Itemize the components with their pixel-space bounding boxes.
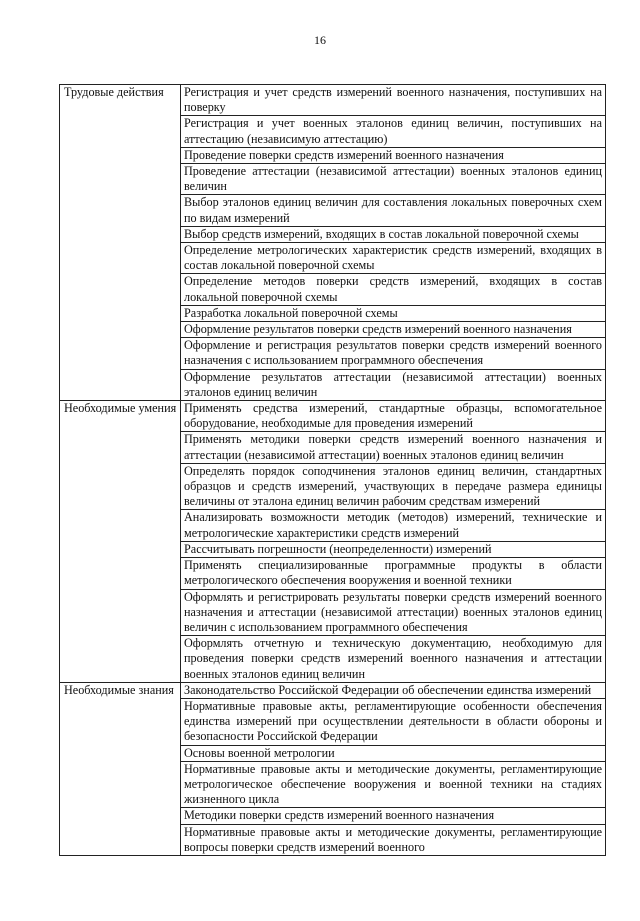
- item-cell: Основы военной метрологии: [181, 745, 606, 761]
- table-row: [60, 401, 606, 432]
- item-cell: Оформление и регистрация результатов поверки средств измерений военного назначения с использованием программного обеспечения: [181, 338, 606, 369]
- item-cell: Разработка локальной поверочной схемы: [181, 305, 606, 321]
- item-cell: Оформление результатов поверки средств измерений военного назначения: [181, 322, 606, 338]
- item-cell: Законодательство Российской Федерации об обеспечении единства измерений: [181, 682, 606, 698]
- item-cell: Нормативные правовые акты, регламентирующие особенности обеспечения единства измерений при осуществлении деятельности в области обороны и безопасности Российской Федерации: [181, 698, 606, 745]
- item-cell: Применять средства измерений, стандартные образцы, вспомогательное оборудование, необходимые для проведения измерений: [181, 401, 606, 432]
- item-cell: Анализировать возможности методик (методов) измерений, технические и метрологические характеристики средств измерений: [181, 510, 606, 541]
- item-cell: Выбор средств измерений, входящих в состав локальной поверочной схемы: [181, 226, 606, 242]
- category-cell: Необходимые знания: [60, 682, 181, 855]
- competency-table: [59, 84, 606, 856]
- item-cell: Применять методики поверки средств измерений военного назначения и аттестации (независимой аттестации) военных эталонов единиц величин: [181, 432, 606, 463]
- item-cell: Нормативные правовые акты и методические документы, регламентирующие метрологическое обеспечение вооружения и военной техники на стадиях жизненного цикла: [181, 761, 606, 808]
- item-cell: Проведение аттестации (независимой аттестации) военных эталонов единиц величин: [181, 164, 606, 195]
- item-cell: Применять специализированные программные продукты в области метрологического обеспечения вооружения и военной техники: [181, 558, 606, 589]
- table-row: [60, 682, 606, 698]
- page-number: 16: [314, 33, 326, 47]
- item-cell: Методики поверки средств измерений военного назначения: [181, 808, 606, 824]
- item-cell: Оформление результатов аттестации (независимой аттестации) военных эталонов единиц величин: [181, 369, 606, 400]
- item-cell: Оформлять отчетную и техническую документацию, необходимую для проведения поверки средств измерений военного назначения и аттестации военных эталонов единиц величин: [181, 636, 606, 683]
- item-cell: Рассчитывать погрешности (неопределенности) измерений: [181, 541, 606, 557]
- item-cell: Оформлять и регистрировать результаты поверки средств измерений военного назначения и аттестации (независимой аттестации) военных эталонов единиц величин с использованием программного обеспечения: [181, 589, 606, 636]
- category-cell: Трудовые действия: [60, 85, 181, 401]
- table-row: [60, 85, 606, 116]
- item-cell: Нормативные правовые акты и методические документы, регламентирующие вопросы поверки средств измерений военного: [181, 824, 606, 855]
- category-cell: Необходимые умения: [60, 401, 181, 683]
- item-cell: Проведение поверки средств измерений военного назначения: [181, 147, 606, 163]
- item-cell: Определять порядок соподчинения эталонов единиц величин, стандартных образцов и средств измерений, участвующих в передаче размера единицы величины от эталона единиц величин рабочим средствам измерений: [181, 463, 606, 510]
- item-cell: Определение методов поверки средств измерений, входящих в состав локальной поверочной схемы: [181, 274, 606, 305]
- item-cell: Выбор эталонов единиц величин для составления локальных поверочных схем по видам измерений: [181, 195, 606, 226]
- item-cell: Регистрация и учет средств измерений военного назначения, поступивших на поверку: [181, 85, 606, 116]
- item-cell: Определение метрологических характеристик средств измерений, входящих в состав локальной поверочной схемы: [181, 243, 606, 274]
- competency-table-body: [60, 85, 606, 856]
- item-cell: Регистрация и учет военных эталонов единиц величин, поступивших на аттестацию (независимую аттестацию): [181, 116, 606, 147]
